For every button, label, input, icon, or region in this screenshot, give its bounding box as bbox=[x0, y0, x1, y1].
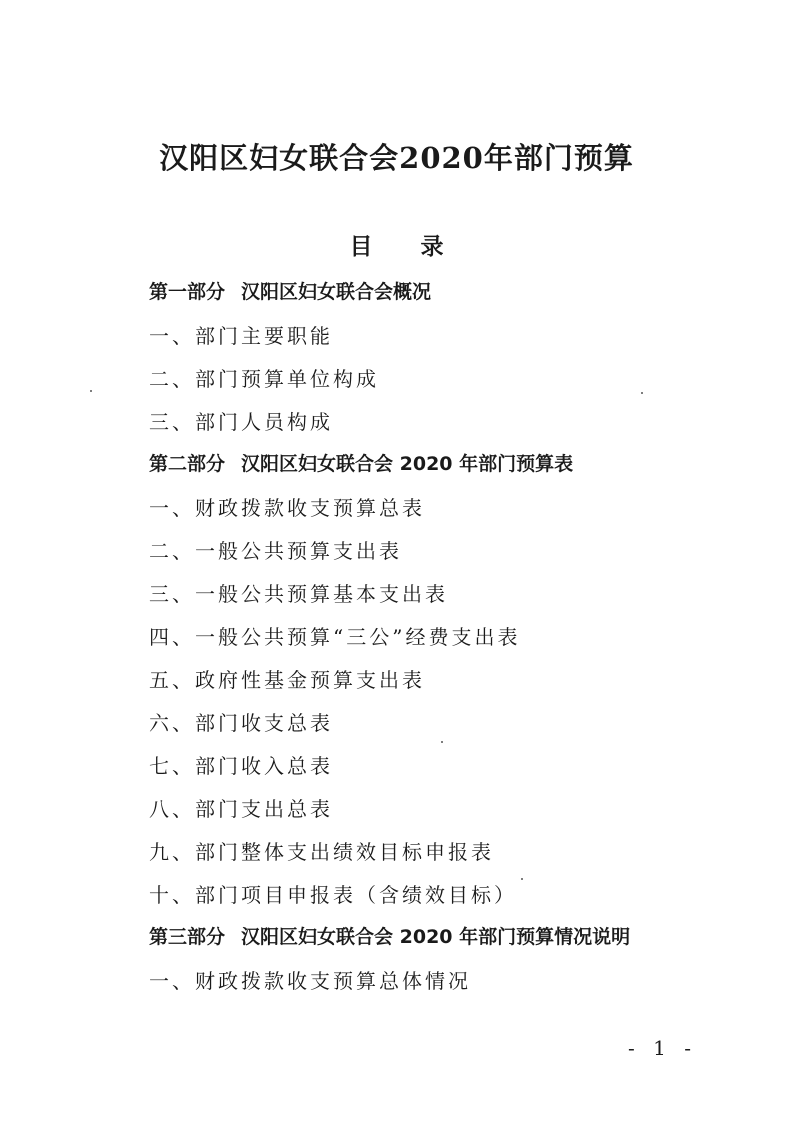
toc-item-2-8[interactable]: 八、部门支出总表 bbox=[149, 797, 333, 821]
toc-part-2[interactable] bbox=[149, 449, 573, 476]
toc-part-3[interactable] bbox=[149, 922, 630, 949]
page-number: - 1 - bbox=[628, 1036, 697, 1060]
toc-item-1-1[interactable]: 一、部门主要职能 bbox=[149, 324, 333, 348]
scan-speck bbox=[521, 878, 523, 880]
toc-part-2-title: 汉阳区妇女联合会 2020 年部门预算表 bbox=[241, 453, 574, 475]
toc-part-1-title: 汉阳区妇女联合会概况 bbox=[241, 281, 432, 303]
toc-item-2-3[interactable]: 三、一般公共预算基本支出表 bbox=[149, 582, 448, 606]
toc-item-2-6[interactable]: 六、部门收支总表 bbox=[149, 711, 333, 735]
toc-item-1-3[interactable]: 三、部门人员构成 bbox=[149, 410, 333, 434]
toc-item-2-10[interactable]: 十、部门项目申报表（含绩效目标） bbox=[149, 883, 517, 907]
toc-item-2-5[interactable]: 五、政府性基金预算支出表 bbox=[149, 668, 425, 692]
toc-item-2-1[interactable]: 一、财政拨款收支预算总表 bbox=[149, 496, 425, 520]
toc-part-3-label: 第三部分 bbox=[149, 926, 226, 948]
toc-item-2-4[interactable]: 四、一般公共预算“三公”经费支出表 bbox=[149, 625, 521, 649]
toc-item-1-2[interactable]: 二、部门预算单位构成 bbox=[149, 367, 379, 391]
toc-part-3-title: 汉阳区妇女联合会 2020 年部门预算情况说明 bbox=[241, 926, 631, 948]
toc-item-3-1[interactable]: 一、财政拨款收支预算总体情况 bbox=[149, 969, 471, 993]
toc-part-1[interactable] bbox=[149, 277, 431, 304]
toc-part-2-label: 第二部分 bbox=[149, 453, 226, 475]
scan-speck bbox=[441, 741, 443, 743]
toc-item-2-9[interactable]: 九、部门整体支出绩效目标申报表 bbox=[149, 840, 494, 864]
toc-item-2-2[interactable]: 二、一般公共预算支出表 bbox=[149, 539, 402, 563]
scan-speck bbox=[641, 392, 643, 394]
toc-heading: 目 录 bbox=[349, 233, 464, 260]
scan-speck bbox=[90, 390, 92, 392]
toc-part-1-label: 第一部分 bbox=[149, 281, 226, 303]
document-title: 汉阳区妇女联合会2020年部门预算 bbox=[159, 141, 634, 175]
toc-item-2-7[interactable]: 七、部门收入总表 bbox=[149, 754, 333, 778]
